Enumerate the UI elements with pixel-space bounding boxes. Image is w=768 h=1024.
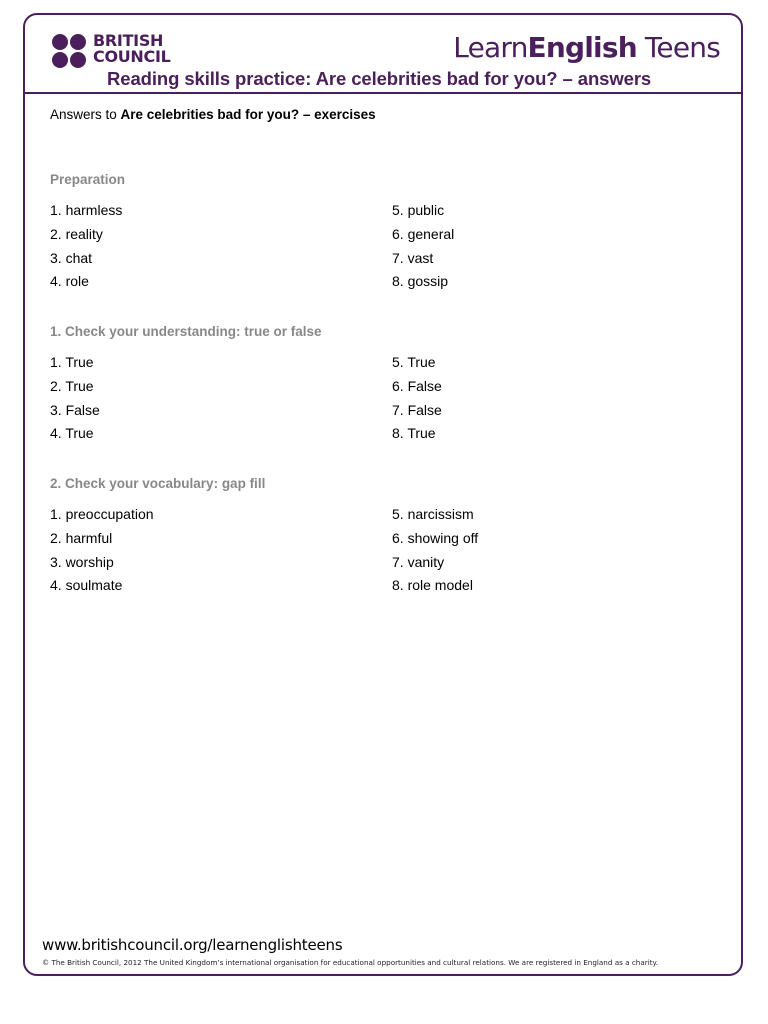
answer-item: 3. worship <box>50 553 114 570</box>
section-gap-fill <box>50 476 670 594</box>
answers-left-column <box>50 505 154 600</box>
answer-item: 8. gossip <box>392 273 449 290</box>
brand-teens: Teens <box>644 31 720 64</box>
answer-item: 3. False <box>50 401 100 418</box>
section-title: Preparation <box>50 172 126 187</box>
answers-right-column <box>392 201 454 296</box>
answers-right-column <box>392 353 442 448</box>
section-true-or-false <box>50 324 670 442</box>
answer-item: 4. soulmate <box>50 577 123 594</box>
answer-item: 1. preoccupation <box>50 506 154 522</box>
answer-item: 2. reality <box>50 225 103 242</box>
answer-item: 6. False <box>392 377 442 394</box>
answers-left-column <box>50 201 122 296</box>
footer-url-link[interactable]: www.britishcouncil.org/learnenglishteens <box>42 936 343 954</box>
answer-item: 8. True <box>392 425 436 442</box>
learnenglish-teens-logo <box>453 31 720 64</box>
intro-line <box>50 107 376 122</box>
answer-item: 4. role <box>50 273 89 290</box>
section-title: 1. Check your understanding: true or false <box>50 324 322 339</box>
intro-prefix: Answers to <box>50 107 121 122</box>
answer-item: 7. False <box>392 401 442 418</box>
answers-left-column <box>50 353 100 448</box>
answer-item: 1. True <box>50 354 94 370</box>
answer-item: 7. vast <box>392 249 434 266</box>
brand-english: English <box>527 31 637 64</box>
answer-item: 5. narcissism <box>392 506 474 522</box>
answer-item: 7. vanity <box>392 553 445 570</box>
british-council-dots-icon <box>52 34 88 70</box>
brand-learn: Learn <box>453 31 528 64</box>
logo-line-2: COUNCIL <box>93 47 171 66</box>
document-title: Reading skills practice: Are celebrities bad for you? – answers <box>107 68 652 89</box>
section-preparation <box>50 172 670 290</box>
answer-item: 3. chat <box>50 249 93 266</box>
answer-item: 4. True <box>50 425 94 442</box>
answer-item: 6. showing off <box>392 529 479 546</box>
intro-emphasis: Are celebrities bad for you? – exercises <box>120 107 376 122</box>
header-divider <box>23 92 743 94</box>
answer-item: 1. harmless <box>50 202 123 218</box>
answer-item: 6. general <box>392 225 455 242</box>
section-title: 2. Check your vocabulary: gap fill <box>50 476 266 491</box>
british-council-logo <box>52 33 177 73</box>
answers-right-column <box>392 505 478 600</box>
answer-item: 5. True <box>392 354 436 370</box>
answer-item: 8. role model <box>392 577 473 594</box>
british-council-wordmark <box>93 33 171 65</box>
footer-copyright: © The British Council, 2012 The United Kingdom’s international organisation for educational opportunities and cultural relations. We are registered in England as a charity. <box>42 958 659 967</box>
logo-line-1: BRITISH <box>93 31 164 50</box>
answer-item: 2. True <box>50 377 94 394</box>
answer-item: 2. harmful <box>50 529 113 546</box>
answer-item: 5. public <box>392 202 445 218</box>
